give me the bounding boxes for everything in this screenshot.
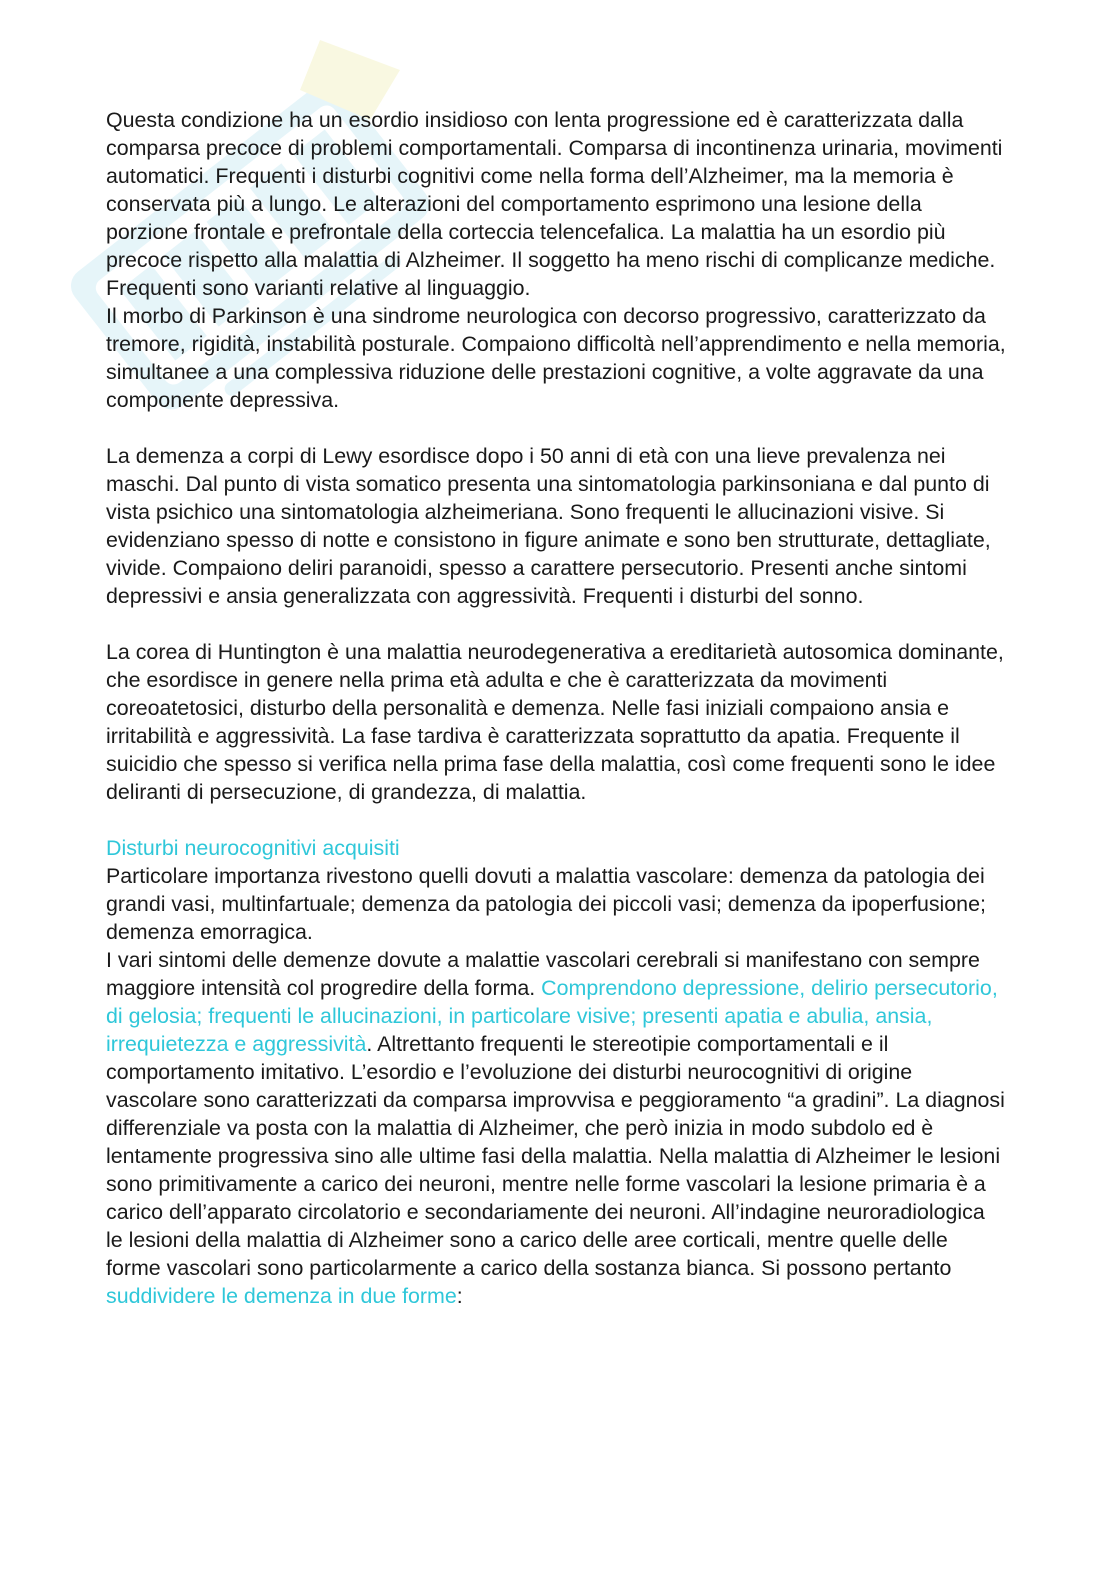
paragraph-vascular-intro: Particolare importanza rivestono quelli dovuti a malattia vascolare: demenza da patologia dei grandi vasi, multinfartuale; demenza da patologia dei piccoli vasi; demenza da ipoperfusione; demenza emorragica. [106,864,986,944]
paragraph-lewy: La demenza a corpi di Lewy esordisce dopo i 50 anni di età con una lieve prevalenza nei maschi. Dal punto di vista somatico presenta una sintomatologia parkinsoniana e dal punto di vista psichico una sintomatologia alzheimeriana. Sono frequenti le allucinazioni visive. Si evidenziano spesso di notte e consistono in figure animate e sono ben strutturate, dettagliate, vivide. Compaiono deliri paranoidi, spesso a carattere persecutorio. Presenti anche sintomi depressivi e ansia generalizzata con aggressività. Frequenti i disturbi del sonno. [106,444,991,608]
paragraph-vascular-symptoms [106,946,1006,1310]
section-heading: Disturbi neurocognitivi acquisiti [106,836,400,860]
paragraph-gap [106,806,1006,834]
highlighted-text: suddividere le demenza in due forme [106,1284,457,1308]
paragraph-frontotemporal: Questa condizione ha un esordio insidioso con lenta progressione ed è caratterizzata dalla comparsa precoce di problemi comportamentali. Comparsa di incontinenza urinaria, movimenti automatici. Frequenti i disturbi cognitivi come nella forma dell’Alzheimer, ma la memoria è conservata più a lungo. Le alterazioni del comportamento esprimono una lesione della porzione frontale e prefrontale della corteccia telencefalica. La malattia ha un esordio più precoce rispetto alla malattia di Alzheimer. Il soggetto ha meno rischi di complicanze mediche. Frequenti sono varianti relative al linguaggio. [106,108,1003,300]
text-run: . Altrettanto frequenti le stereotipie comportamentali e il comportamento imitativo. L’esordio e l’evoluzione dei disturbi neurocognitivi di origine vascolare sono caratterizzati da comparsa improvvisa e peggioramento “a gradini”. La diagnosi differenziale va posta con la malattia di Alzheimer, che però inizia in modo subdolo ed è lentamente progressiva sino alle ultime fasi della malattia. Nella malattia di Alzheimer le lesioni sono primitivamente a carico dei neuroni, mentre nelle forme vascolari la lesione primaria è a carico dell’apparato circolatorio e secondariamente dei neuroni. All’indagine neuroradiologica le lesioni della malattia di Alzheimer sono a carico delle aree corticali, mentre quelle delle forme vascolari sono particolarmente a carico della sostanza bianca. Si possono pertanto [106,1032,1005,1280]
paragraph-parkinson: Il morbo di Parkinson è una sindrome neurologica con decorso progressivo, caratterizzato da tremore, rigidità, instabilità posturale. Compaiono difficoltà nell’apprendimento e nella memoria, simultanee a una complessiva riduzione delle prestazioni cognitive, a volte aggravate da una componente depressiva. [106,304,1006,412]
paragraph-huntington: La corea di Huntington è una malattia neurodegenerativa a ereditarietà autosomica dominante, che esordisce in genere nella prima età adulta e che è caratterizzata da movimenti coreoatetosici, disturbo della personalità e demenza. Nelle fasi iniziali compaiono ansia e irritabilità e aggressività. La fase tardiva è caratterizzata soprattutto da apatia. Frequente il suicidio che spesso si verifica nella prima fase della malattia, così come frequenti sono le idee deliranti di persecuzione, di grandezza, di malattia. [106,640,1004,804]
text-run: : [456,1284,463,1308]
text-run: I vari sintomi delle demenze dovute a malattie vascolari cerebrali si manifestano con sempre maggiore intensità col progredire della forma. [106,948,980,1000]
document-body [106,106,1006,1310]
paragraph-gap [106,414,1006,442]
highlighted-text: Comprendono depressione, delirio persecutorio, di gelosia; frequenti le allucinazioni, in particolare visive; presenti apatia e abulia, ansia, irrequietezza e aggressività [106,976,998,1056]
paragraph-gap [106,610,1006,638]
